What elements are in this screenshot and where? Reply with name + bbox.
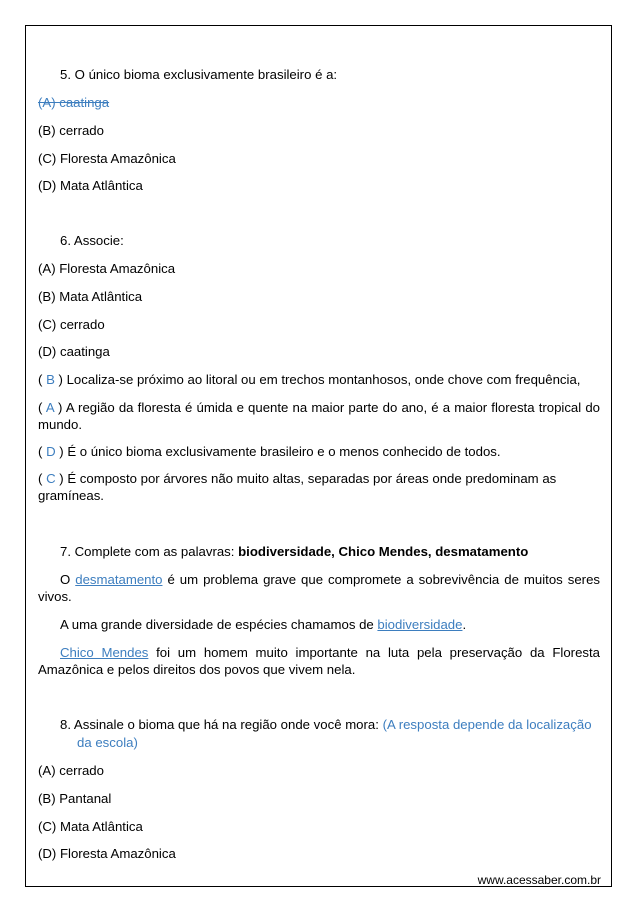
question-6: 6. Associe: (60, 233, 124, 248)
question-5: 5. O único bioma exclusivamente brasileiro é a: (60, 67, 338, 82)
q7-word-list: biodiversidade, Chico Mendes, desmatamento (238, 544, 529, 559)
q6-option-d: (D) caatinga (38, 344, 110, 359)
q7-blank-3: Chico Mendes (60, 645, 149, 660)
q8-answer-note-cont: da escola) (77, 735, 138, 750)
q8-option-c: (C) Mata Atlântica (38, 819, 143, 834)
q7-sentence-1: O desmatamento é um problema grave que compromete a sobrevivência de muitos seres vivos. (38, 572, 600, 604)
q5-option-d: (D) Mata Atlântica (38, 178, 143, 193)
q6-match-1-answer: B (46, 372, 55, 387)
q6-match-1: ( B ) Localiza-se próximo ao litoral ou em trechos montanhosos, onde chove com frequência, (38, 372, 581, 387)
q5-option-a-struck: (A) caatinga (38, 95, 110, 110)
q5-option-c: (C) Floresta Amazônica (38, 151, 176, 166)
q8-option-d: (D) Floresta Amazônica (38, 846, 176, 861)
question-7: 7. Complete com as palavras: biodiversidade, Chico Mendes, desmatamento (60, 544, 529, 559)
q6-match-3-answer: D (46, 444, 56, 459)
q6-match-4: ( C ) É composto por árvores não muito altas, separadas por áreas onde predominam as gramíneas. (38, 471, 557, 503)
q6-match-4-answer: C (46, 471, 56, 486)
q7-sentence-2: A uma grande diversidade de espécies chamamos de biodiversidade. (60, 617, 467, 632)
q6-match-2-answer: A (45, 400, 54, 415)
question-8: 8. Assinale o bioma que há na região onde você mora: (A resposta depende da localização (60, 717, 592, 732)
q7-sentence-3: Chico Mendes foi um homem muito importante na luta pela preservação da Floresta Amazônica e pelos direitos dos povos que vivem nela. (38, 645, 600, 677)
q8-option-b: (B) Pantanal (38, 791, 112, 806)
q8-option-a: (A) cerrado (38, 763, 104, 778)
q6-option-c: (C) cerrado (38, 317, 105, 332)
q6-option-a: (A) Floresta Amazônica (38, 261, 176, 276)
q6-option-b: (B) Mata Atlântica (38, 289, 143, 304)
q8-answer-note: (A resposta depende da localização (382, 717, 592, 732)
q6-match-3: ( D ) É o único bioma exclusivamente brasileiro e o menos conhecido de todos. (38, 444, 501, 459)
q7-blank-2: biodiversidade (377, 617, 463, 632)
q5-option-b: (B) cerrado (38, 123, 104, 138)
q7-blank-1: desmatamento (75, 572, 163, 587)
q6-match-2: ( A ) A região da floresta é úmida e quente na maior parte do ano, é a maior floresta tropical do mundo. (38, 400, 601, 432)
footer-site-url: www.acessaber.com.br (477, 873, 601, 887)
